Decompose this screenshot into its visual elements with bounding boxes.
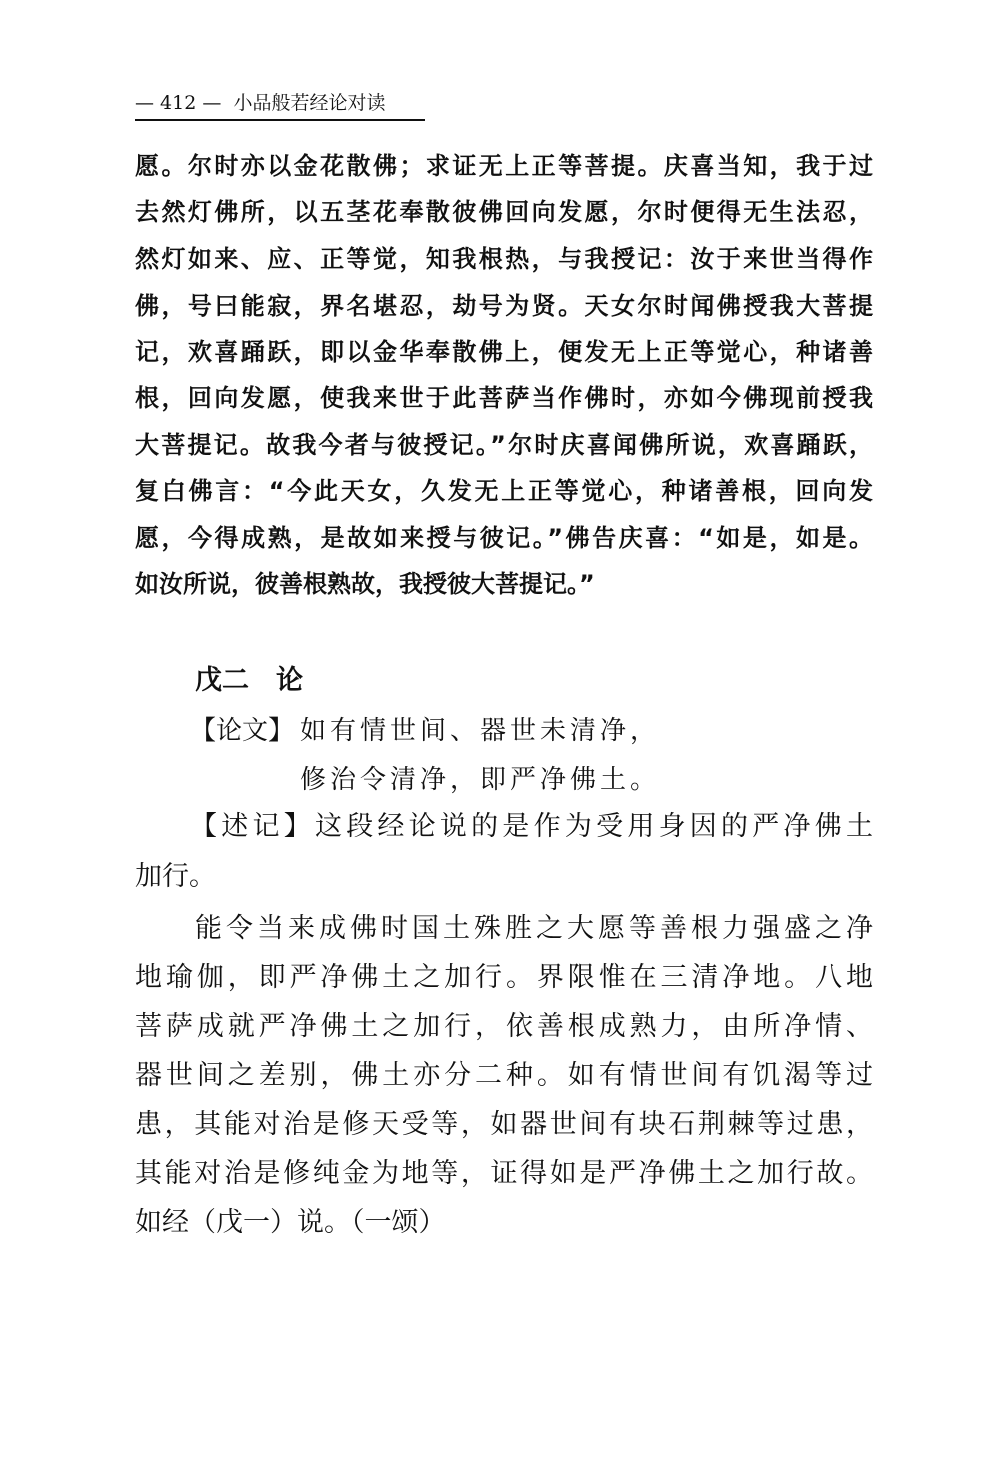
running-header: — 412 — 小品般若经论对读 <box>135 88 425 121</box>
commentary-line: 患，其能对治是修天受等，如器世间有块石荆棘等过患， <box>135 1109 873 1140</box>
sutra-line: 复白佛言：“今此天女，久发无上正等觉心，种诸善根，回向发 <box>135 477 873 505</box>
commentary-line: 【述记】这段经论说的是作为受用身因的严净佛土 <box>190 811 873 842</box>
treatise-label: 【论文】 <box>190 716 295 746</box>
section-heading: 戊二 论 <box>195 665 303 696</box>
sutra-line: 如汝所说，彼善根熟故，我授彼大菩提记。” <box>135 570 595 598</box>
commentary-line: 地瑜伽，即严净佛土之加行。界限惟在三清净地。八地 <box>135 962 873 993</box>
commentary-line: 如经（戊一）说。（一颂） <box>135 1207 446 1238</box>
page-number: 412 <box>160 92 197 114</box>
sutra-line: 根，回向发愿，使我来世于此菩萨当作佛时，亦如今佛现前授我 <box>135 384 873 412</box>
sutra-line: 愿，今得成熟，是故如来授与彼记。”佛告庆喜：“如是，如是。 <box>135 524 873 552</box>
commentary-line: 能令当来成佛时国土殊胜之大愿等善根力强盛之净 <box>195 913 873 944</box>
sutra-line: 愿。尔时亦以金花散佛；求证无上正等菩提。庆喜当知，我于过 <box>135 152 873 180</box>
treatise-verse-line: 如有情世间、器世未清净， <box>300 716 661 746</box>
commentary-line: 菩萨成就严净佛土之加行，依善根成熟力，由所净情、 <box>135 1011 873 1042</box>
sutra-line: 佛，号曰能寂，界名堪忍，劫号为贤。天女尔时闻佛授我大菩提 <box>135 292 873 320</box>
commentary-line: 器世间之差别，佛土亦分二种。如有情世间有饥渴等过 <box>135 1060 873 1091</box>
sutra-line: 记，欢喜踊跃，即以金华奉散佛上，便发无上正等觉心，种诸善 <box>135 338 873 366</box>
treatise-verse-line: 修治令清净，即严净佛土。 <box>300 765 661 795</box>
book-title: 小品般若经论对读 <box>233 92 386 114</box>
sutra-line: 然灯如来、应、正等觉，知我根热，与我授记：汝于来世当得作 <box>135 245 873 273</box>
sutra-line: 大菩提记。故我今者与彼授记。”尔时庆喜闻佛所说，欢喜踊跃， <box>135 431 873 459</box>
sutra-line: 去然灯佛所，以五茎花奉散彼佛回向发愿，尔时便得无生法忍， <box>135 198 873 226</box>
commentary-line: 其能对治是修纯金为地等，证得如是严净佛土之加行故。 <box>135 1158 873 1189</box>
commentary-line: 加行。 <box>135 861 216 892</box>
